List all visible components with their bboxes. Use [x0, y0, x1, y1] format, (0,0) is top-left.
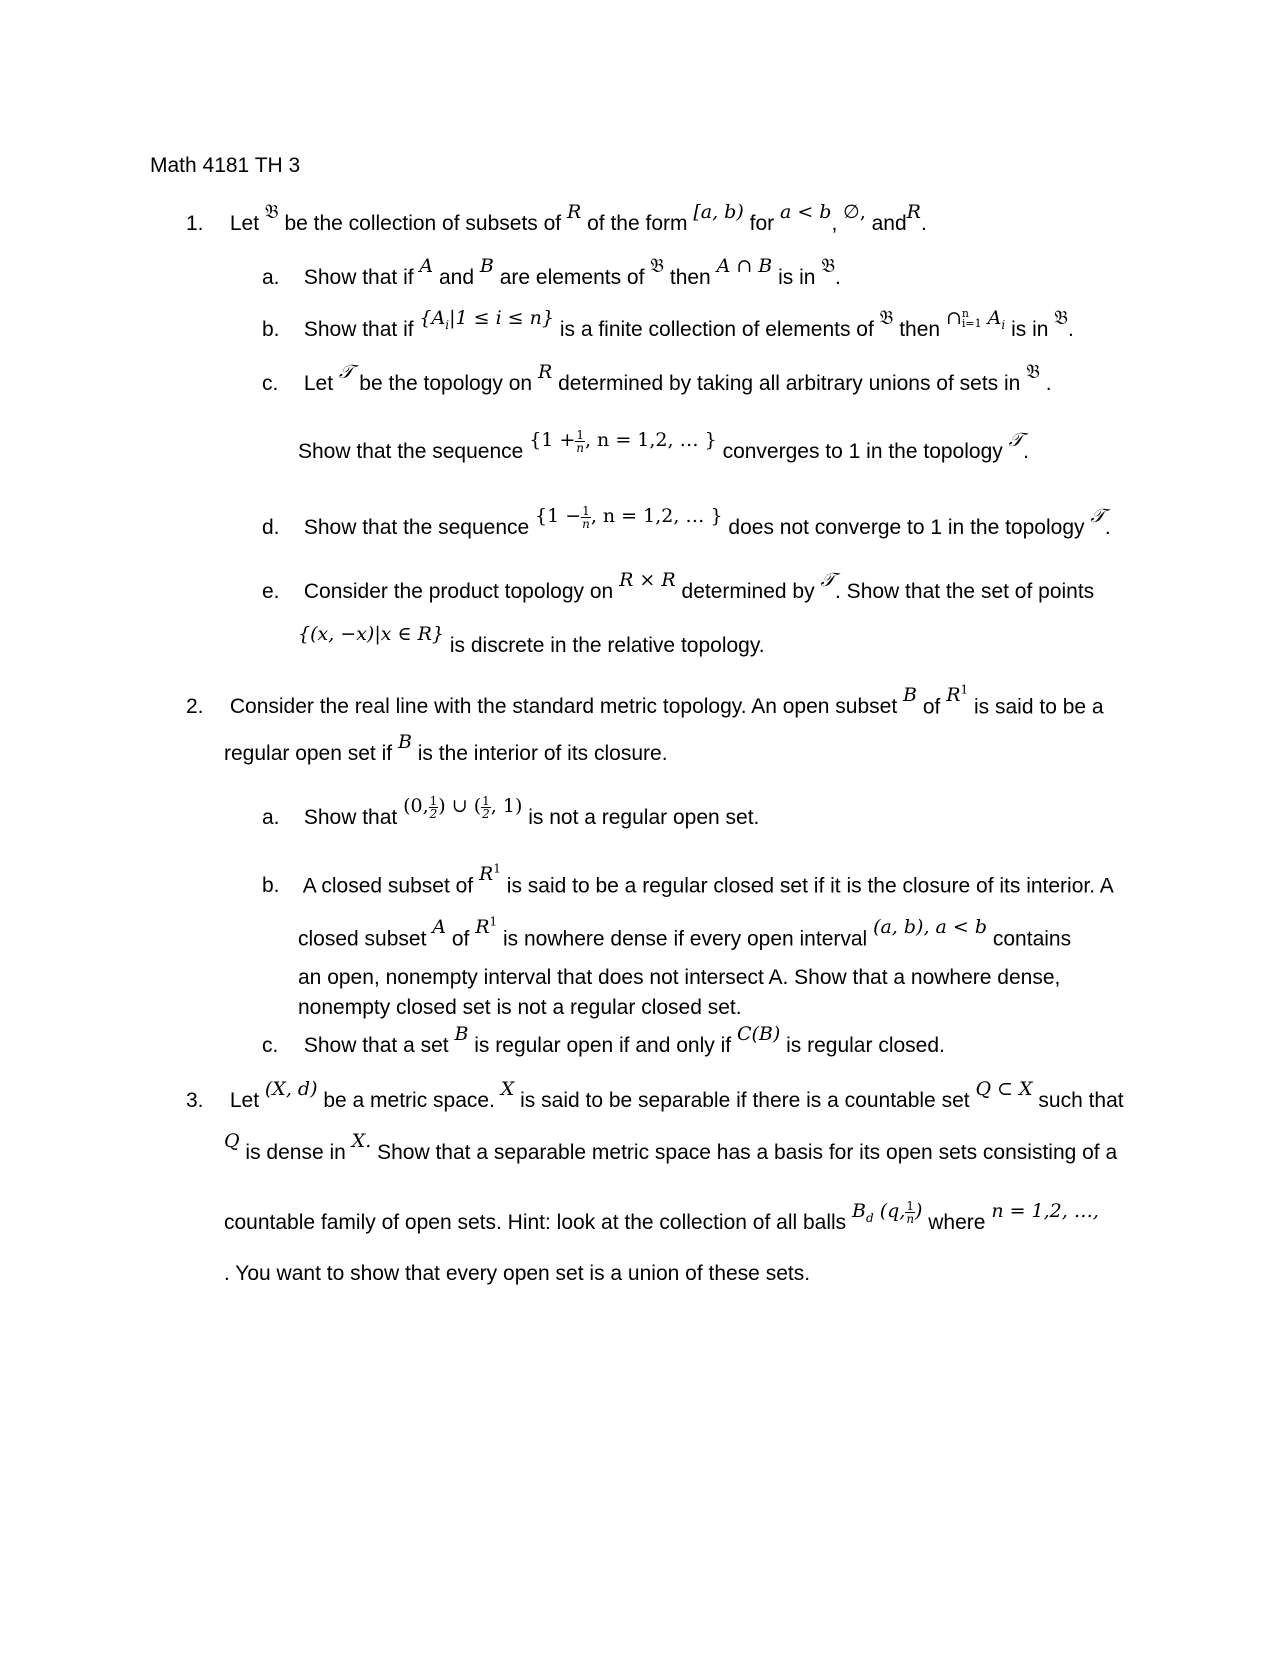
question-1c: c. Let 𝒯 be the topology on R determined by taking all arbitrary unions of sets in 𝔅 .: [262, 361, 1052, 395]
question-2b-line4: nonempty closed set is not a regular closed set.: [298, 996, 742, 1019]
question-2-intro: 2. Consider the real line with the standard metric topology. An open subset B of $R^1$ is said to be a: [186, 683, 1104, 719]
question-1e: e. Consider the product topology on R × R determined by 𝒯. Show that the set of points: [262, 569, 1095, 603]
question-1e-cont: {(x, −x)|x ∈ R} is discrete in the relative topology.: [298, 623, 765, 657]
question-1d: d. Show that the sequence {1 − $\frac{1}{n}$ , n = 1,2, … } does not converge to 1 in the topology 𝒯.: [262, 503, 1111, 539]
question-3-line3: countable family of open sets. Hint: look at the collection of all balls $B_d$ (q, $\frac{1}{n}$ ) where n = 1,2, …,: [224, 1198, 1099, 1234]
question-2c: c. Show that a set B is regular open if and only if C(B) is regular closed.: [262, 1023, 945, 1057]
question-number: 1.: [186, 212, 204, 235]
question-3-line2: Q is dense in X. Show that a separable metric space has a basis for its open sets consisting of a: [224, 1130, 1118, 1164]
question-1a: a. Show that if A and B are elements of 𝔅 then A ∩ B is in 𝔅.: [262, 255, 841, 289]
question-3-intro: 3. Let (X, d) be a metric space. X is said to be separable if there is a countable set Q ⊂ X such that: [186, 1078, 1124, 1112]
question-1-intro: 1. Let 𝔅 be the collection of subsets of R of the form [a, b) for a < b, ∅, andR.: [186, 210, 927, 238]
question-2-intro-cont: regular open set if B is the interior of its closure.: [224, 731, 668, 765]
question-2b-line2: closed subset A of $R^1$ is nowhere dense if every open interval (a, b), a < b contains: [298, 915, 1072, 951]
question-2b-line3: an open, nonempty interval that does not intersect A. Show that a nowhere dense,: [298, 966, 1061, 989]
question-3-line4: . You want to show that every open set is a union of these sets.: [224, 1262, 811, 1285]
question-2b: b. A closed subset of $R^1$ is said to be a regular closed set if it is the closure of its interior. A: [262, 862, 1114, 898]
document-header: Math 4181 TH 3: [150, 154, 301, 177]
question-1c-sequence: Show that the sequence {1 + $\frac{1}{n}$ , n = 1,2, … } converges to 1 in the topology 𝒯.: [298, 427, 1030, 463]
question-2a: a. Show that (0, $\frac{1}{2}$ ) ∪ ( $\frac{1}{2}$ , 1) is not a regular open set.: [262, 793, 760, 829]
question-1b: b. Show that if $\{A_i|1 \le i \le n\}$ is a finite collection of elements of 𝔅 then ∩ n i=1 $A_i$ is in 𝔅.: [262, 307, 1074, 341]
